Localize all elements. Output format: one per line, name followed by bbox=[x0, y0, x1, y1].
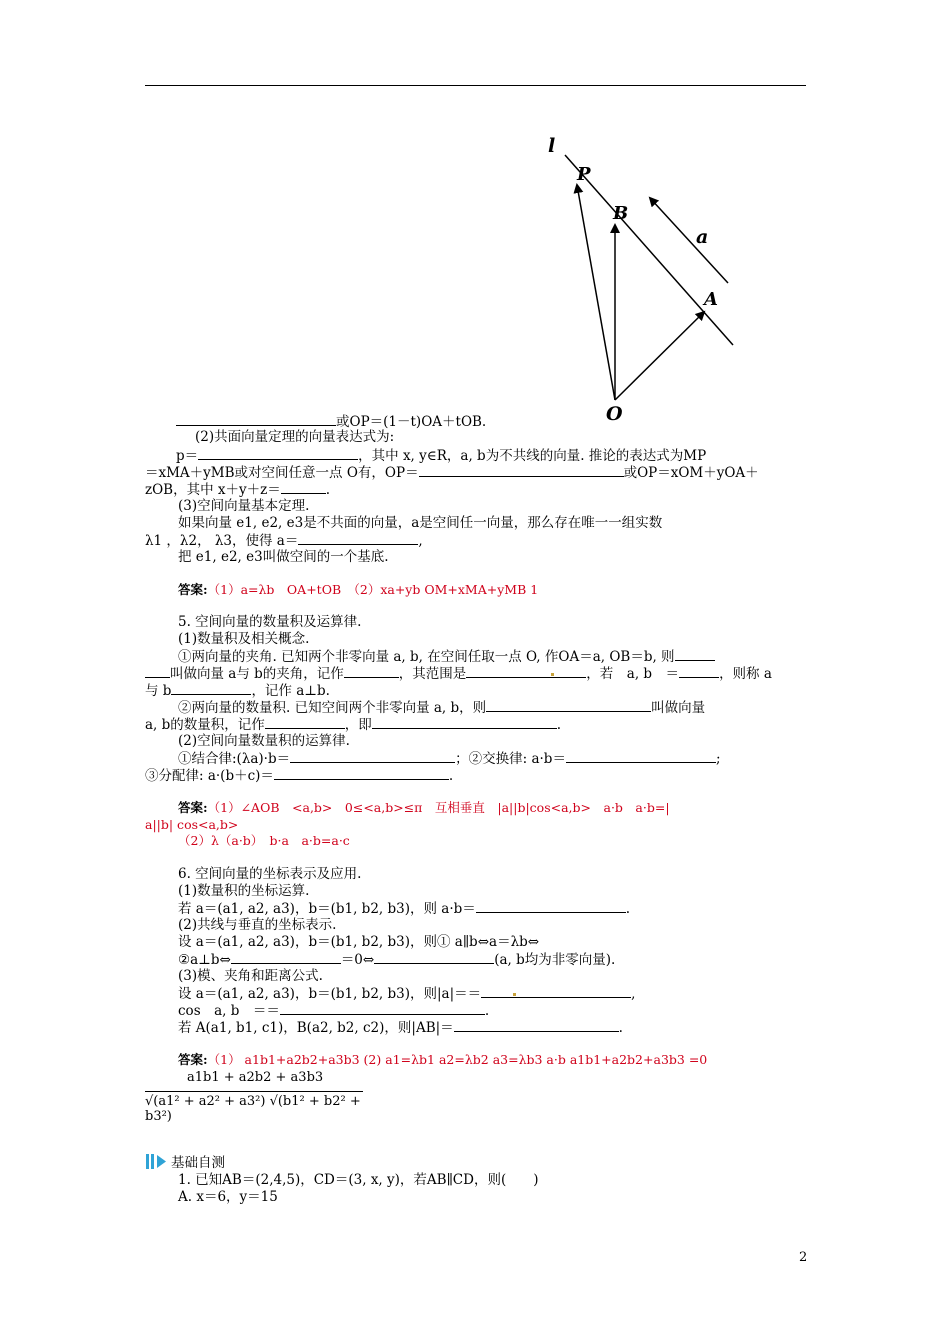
text-line: ③分配律: a·(b＋c)＝ . bbox=[145, 768, 454, 784]
section-title: 5. 空间向量的数量积及运算律. bbox=[178, 614, 362, 630]
text-line: (2)共面向量定理的向量表达式为: bbox=[195, 429, 395, 445]
label-l: l bbox=[548, 135, 556, 157]
text-line: ②两向量的数量积. 已知空间两个非零向量 a, b，则 叫做向量 bbox=[178, 700, 706, 716]
text-line: ①两向量的夹角. 已知两个非零向量 a, b, 在空间任取一点 O, 作OA＝a, OB＝b, 则 bbox=[178, 648, 715, 666]
answer-1: 答案:（1）a=λb OA+tOB （2）xa+yb OM+xMA+yMB 1 bbox=[178, 582, 539, 597]
text-line: (2)空间向量数量积的运算律. bbox=[178, 733, 350, 749]
heading-self-test: 基础自测 bbox=[171, 1155, 225, 1171]
page-number: 2 bbox=[799, 1250, 808, 1265]
answer-2-part2: （2）λ（a·b） b·a a·b=a·c bbox=[178, 833, 350, 848]
text-line: p＝ ，其中 x, y∈R，a, b为不共线的向量. 推论的表达式为MP bbox=[176, 448, 707, 464]
label-a: a bbox=[696, 226, 709, 248]
fraction-denominator: √(a1² + a2² + a3²) √(b1² + b2² + b3²) bbox=[145, 1094, 361, 1124]
vector-OP bbox=[577, 185, 615, 400]
fraction-numerator: a1b1 + a2b2 + a3b3 bbox=[187, 1070, 324, 1085]
text-line: 若 a＝(a1, a2, a3)，b＝(b1, b2, b3)，则 a·b＝ . bbox=[178, 901, 631, 917]
vector-diagram bbox=[530, 120, 750, 430]
label-P: P bbox=[577, 164, 591, 185]
text-line: 若 A(a1, b1, c1)，B(a2, b2, c2)，则|AB|＝ . bbox=[178, 1020, 623, 1036]
text-line: 叫做向量 a与 b的夹角，记作 ，其范围是 ，若 a, b ＝ ，则称 a bbox=[145, 665, 772, 683]
text-line: ②a⊥b⇔ ＝0⇔ (a, b均为非零向量). bbox=[178, 952, 616, 968]
answer-2-cont: a||b| cos<a,b> bbox=[145, 817, 239, 832]
label-B: B bbox=[613, 203, 629, 224]
text-line: ＝xMA＋yMB或对空间任意一点 O有，OP＝ 或OP＝xOM＋yOA＋ bbox=[145, 465, 759, 481]
answer-2: 答案:（1）∠AOB <a,b> 0≤<a,b>≤π 互相垂直 |a||b|cos<a,b> a·b a·b=| bbox=[178, 800, 670, 815]
text-line: 或OP＝(1－t)OA＋tOB. bbox=[176, 413, 486, 431]
text-line: 设 a＝(a1, a2, a3)，b＝(b1, b2, b3)，则|a|＝＝ , bbox=[178, 986, 636, 1002]
vector-a bbox=[650, 198, 728, 283]
text-line: (2)共线与垂直的坐标表示. bbox=[178, 917, 337, 933]
text-line: zOB，其中 x＋y＋z＝ . bbox=[145, 482, 331, 498]
text-line: (3)模、夹角和距离公式. bbox=[178, 968, 323, 984]
text-line: (1)数量积及相关概念. bbox=[178, 631, 310, 647]
question-1: 1. 已知AB＝(2,4,5)，CD＝(3, x, y)，若AB∥CD，则( ) bbox=[178, 1172, 539, 1188]
text-line: (3)空间向量基本定理. bbox=[178, 498, 310, 514]
text-line: (1)数量积的坐标运算. bbox=[178, 883, 310, 899]
section-marker-icon bbox=[146, 1152, 170, 1170]
text-line: 把 e1, e2, e3叫做空间的一个基底. bbox=[178, 549, 389, 565]
text-line: λ1 ，λ2， λ3，使得 a＝ , bbox=[145, 533, 423, 549]
question-1-option-a: A. x＝6，y＝15 bbox=[178, 1189, 278, 1205]
text-line: 如果向量 e1, e2, e3是不共面的向量，a是空间任一向量，那么存在唯一一组实数 bbox=[178, 515, 663, 531]
vector-OA bbox=[615, 312, 704, 400]
label-A: A bbox=[704, 289, 718, 310]
text-line: a, b的数量积，记作 ，即 . bbox=[145, 717, 562, 733]
text-line: cos a, b ＝＝ . bbox=[178, 1003, 490, 1019]
header-rule bbox=[145, 85, 806, 86]
text-line: 与 b ，记作 a⊥b. bbox=[145, 683, 330, 699]
section-title: 6. 空间向量的坐标表示及应用. bbox=[178, 866, 362, 882]
text-line: 设 a＝(a1, a2, a3)，b＝(b1, b2, b3)，则① a∥b⇔a＝λb⇔ bbox=[178, 934, 540, 950]
text-line: ①结合律:(λa)·b＝ ；②交换律: a·b＝ ; bbox=[178, 751, 721, 767]
label-O: O bbox=[606, 403, 623, 425]
cosine-fraction bbox=[145, 1070, 365, 1130]
fraction-bar bbox=[145, 1091, 363, 1092]
answer-3: 答案:（1） a1b1+a2b2+a3b3 (2) a1=λb1 a2=λb2 a3=λb3 a·b a1b1+a2b2+a3b3 =0 bbox=[178, 1052, 708, 1067]
